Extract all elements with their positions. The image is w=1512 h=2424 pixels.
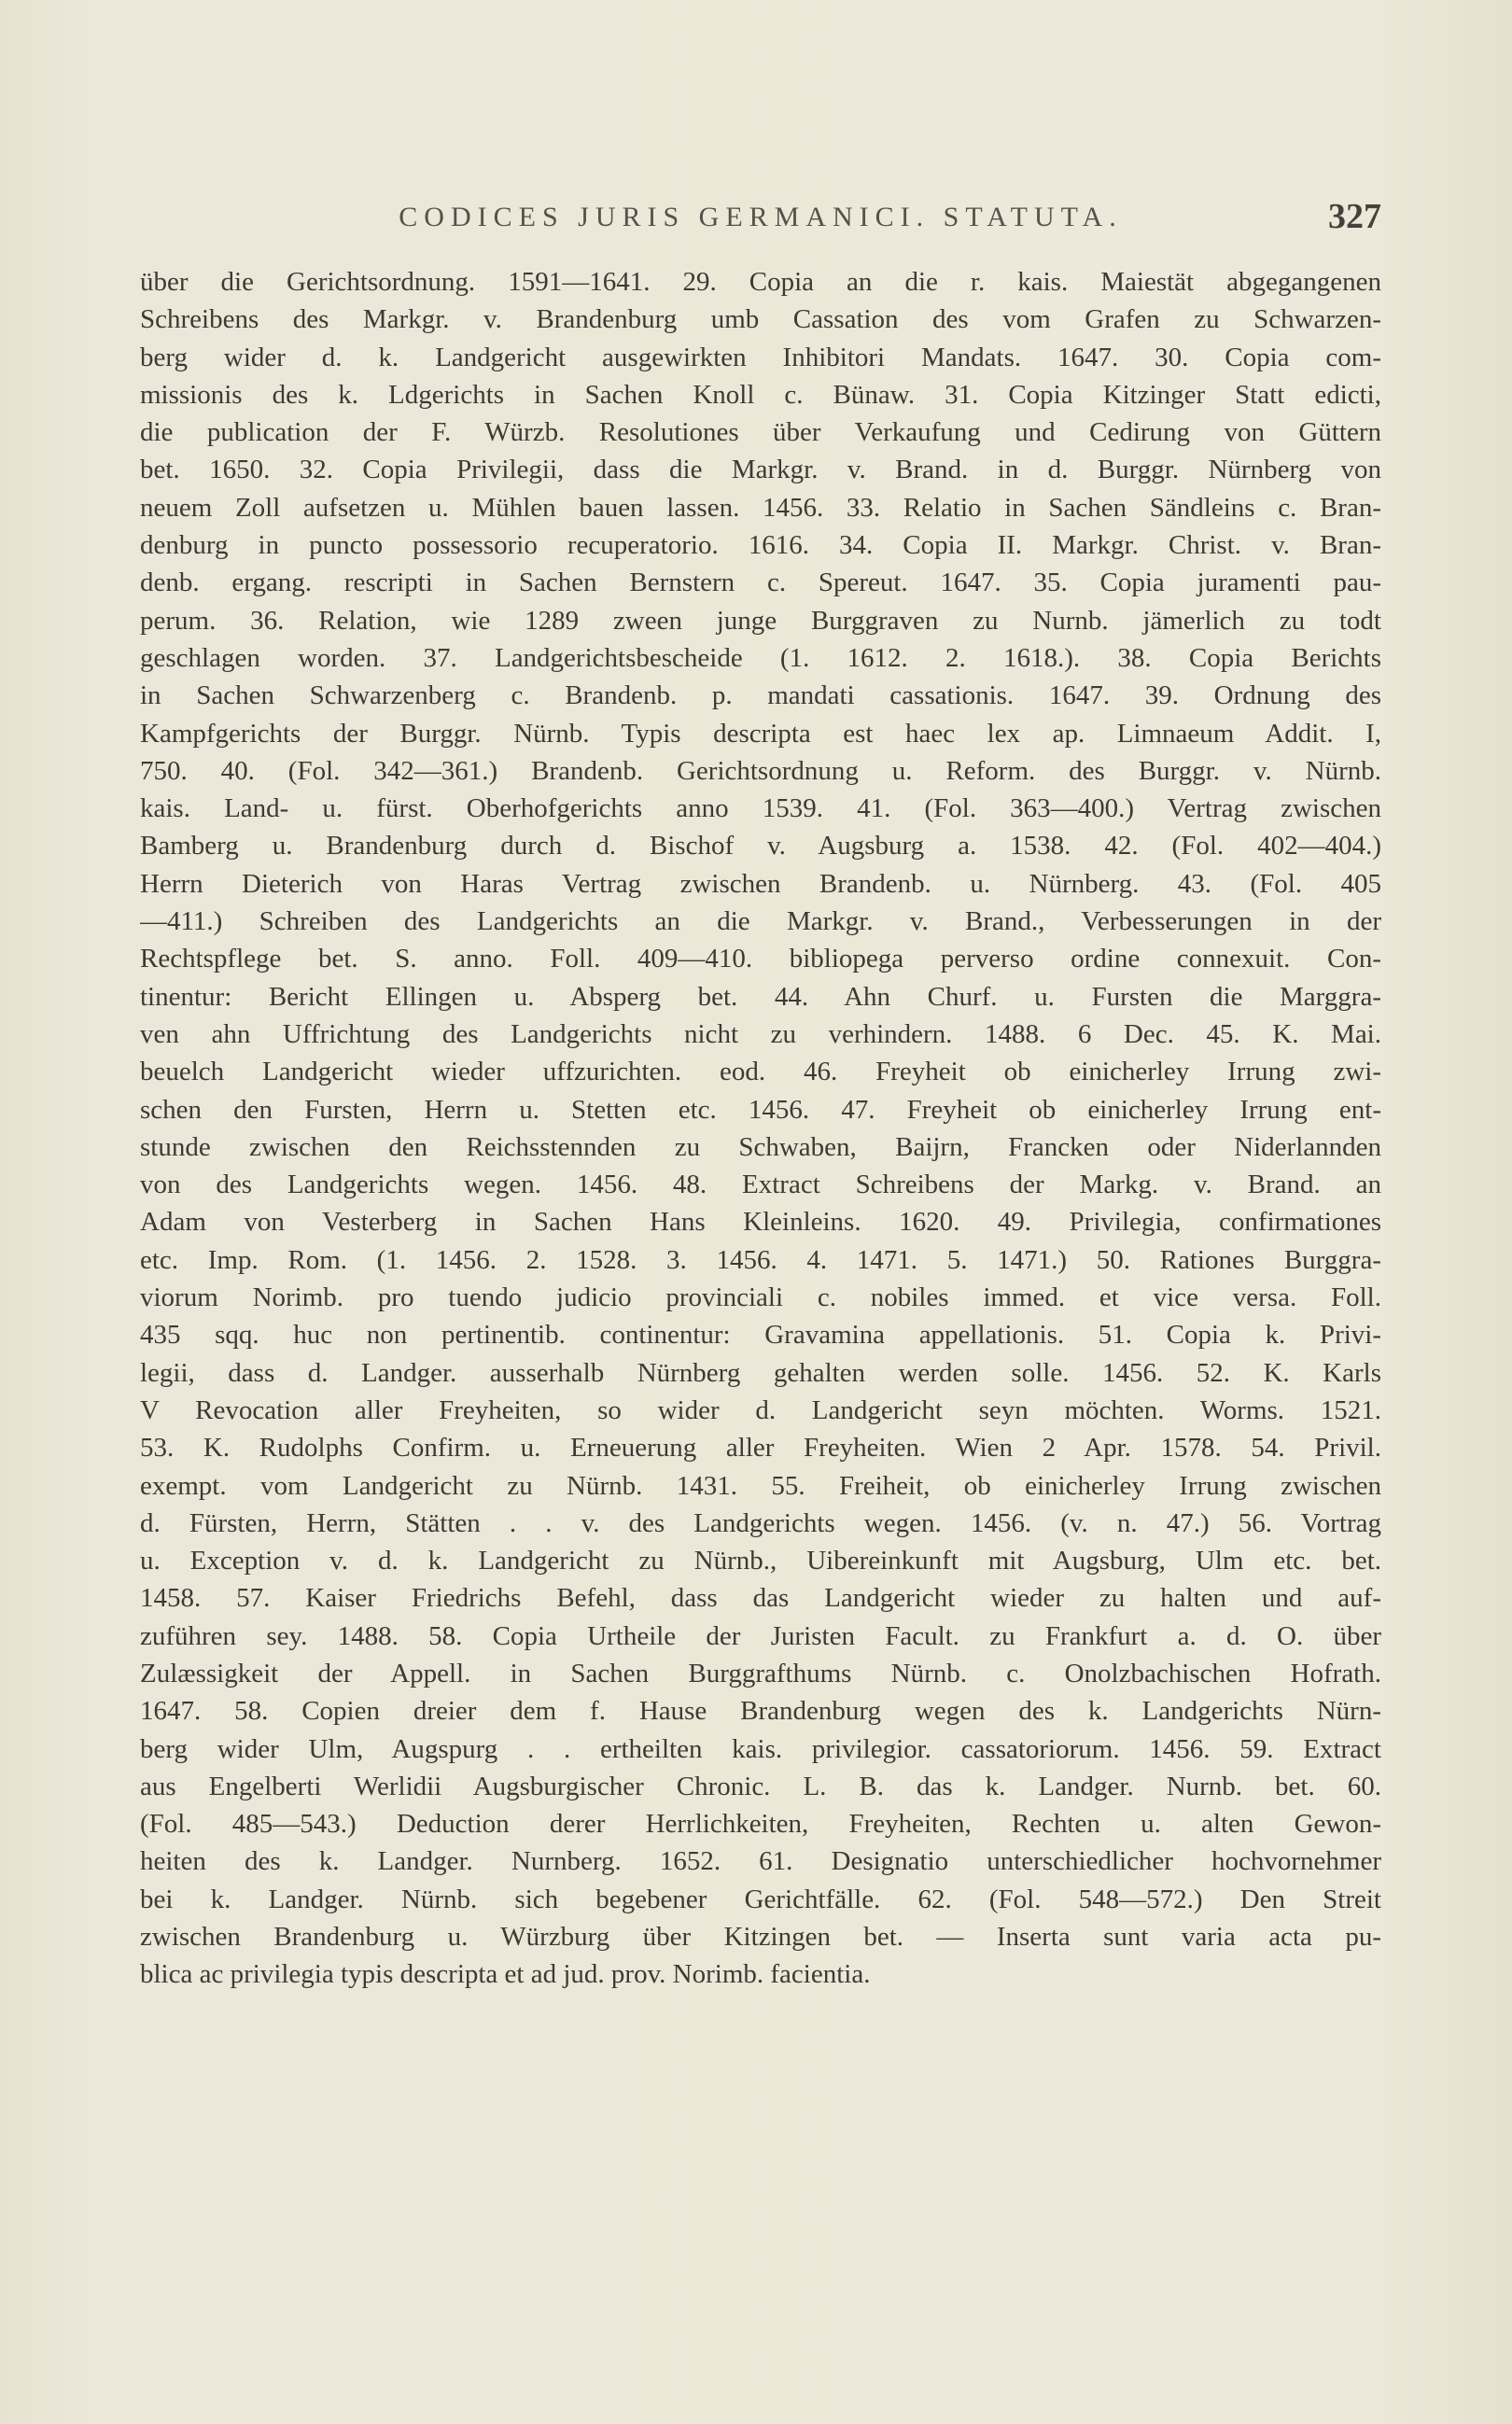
text-line: blica ac privilegia typis descripta et ad jud. prov. Norimb. facientia. [140,1959,871,1990]
text-line: ven ahn Uffrichtung des Landgerichts nicht zu verhindern. 1488. 6 Dec. 45. K. Mai. [140,1018,1381,1049]
text-line: —411.) Schreiben des Landgerichts an die Markgr. v. Brand., Verbesserungen in der [140,906,1381,937]
text-line: 1647. 58. Copien dreier dem f. Hause Brandenburg wegen des k. Landgerichts Nürn- [140,1696,1381,1727]
text-line: kais. Land- u. fürst. Oberhofgerichts anno 1539. 41. (Fol. 363—400.) Vertrag zwischen [140,793,1381,824]
text-line: heiten des k. Landger. Nurnberg. 1652. 61. Designatio unterschiedlicher hochvornehmer [140,1846,1381,1877]
text-line: von des Landgerichts wegen. 1456. 48. Extract Schreibens der Markg. v. Brand. an [140,1170,1381,1200]
text-line: schen den Fursten, Herrn u. Stetten etc. 1456. 47. Freyheit ob einicherley Irrung ent- [140,1094,1381,1125]
text-line: exempt. vom Landgericht zu Nürnb. 1431. 55. Freiheit, ob einicherley Irrung zwischen [140,1470,1381,1501]
text-line: 1458. 57. Kaiser Friedrichs Befehl, dass das Landgericht wieder zu halten und auf- [140,1583,1381,1614]
text-line: viorum Norimb. pro tuendo judicio provinciali c. nobiles immed. et vice versa. Foll. [140,1282,1381,1313]
text-line: d. Fürsten, Herrn, Stätten . . v. des Landgerichts wegen. 1456. (v. n. 47.) 56. Vortrag [140,1507,1381,1538]
catalog-entry-text [140,263,1381,2055]
text-line: denburg in puncto possessorio recuperatorio. 1616. 34. Copia II. Markgr. Christ. v. Bran- [140,530,1381,561]
text-line: denb. ergang. rescripti in Sachen Bernstern c. Spereut. 1647. 35. Copia juramenti pau- [140,567,1381,598]
text-line: 53. K. Rudolphs Confirm. u. Erneuerung aller Freyheiten. Wien 2 Apr. 1578. 54. Privil. [140,1433,1381,1464]
text-line: geschlagen worden. 37. Landgerichtsbescheide (1. 1612. 2. 1618.). 38. Copia Berichts [140,642,1381,673]
text-line: 435 sqq. huc non pertinentib. continentur: Gravamina appellationis. 51. Copia k. Privi- [140,1320,1381,1351]
text-line: zuführen sey. 1488. 58. Copia Urtheile der Juristen Facult. zu Frankfurt a. d. O. über [140,1620,1381,1651]
running-head [140,196,1381,252]
text-line: legii, dass d. Landger. ausserhalb Nürnberg gehalten werden solle. 1456. 52. K. Karls [140,1357,1381,1388]
text-line: missionis des k. Ldgerichts in Sachen Knoll c. Bünaw. 31. Copia Kitzinger Statt edicti, [140,379,1381,410]
text-line: Zulæssigkeit der Appell. in Sachen Burggrafthums Nürnb. c. Onolzbachischen Hofrath. [140,1658,1381,1688]
text-line: u. Exception v. d. k. Landgericht zu Nürnb., Uibereinkunft mit Augsburg, Ulm etc. bet. [140,1546,1381,1576]
text-line: aus Engelberti Werlidii Augsburgischer Chronic. L. B. das k. Landger. Nurnb. bet. 60. [140,1771,1381,1801]
text-line: (Fol. 485—543.) Deduction derer Herrlichkeiten, Freyheiten, Rechten u. alten Gewon- [140,1809,1381,1840]
text-line: die publication der F. Würzb. Resolutiones über Verkaufung und Cedirung von Güttern [140,417,1381,448]
text-line: stunde zwischen den Reichsstennden zu Schwaben, Baijrn, Francken oder Niderlannden [140,1131,1381,1162]
text-line: neuem Zoll aufsetzen u. Mühlen bauen lassen. 1456. 33. Relatio in Sachen Sändleins c. Bran- [140,492,1381,523]
text-line: Herrn Dieterich von Haras Vertrag zwischen Brandenb. u. Nürnberg. 43. (Fol. 405 [140,868,1381,899]
text-line: tinentur: Bericht Ellingen u. Absperg bet. 44. Ahn Churf. u. Fursten die Marggra- [140,981,1381,1012]
text-line: in Sachen Schwarzenberg c. Brandenb. p. mandati cassationis. 1647. 39. Ordnung des [140,680,1381,711]
text-line: über die Gerichtsordnung. 1591—1641. 29. Copia an die r. kais. Maiestät abgegangenen [140,267,1381,297]
text-line: Adam von Vesterberg in Sachen Hans Kleinleins. 1620. 49. Privilegia, confirmationes [140,1207,1381,1238]
page-number: 327 [1328,197,1381,236]
text-line: perum. 36. Relation, wie 1289 zween junge Burggraven zu Nurnb. jämerlich zu todt [140,605,1381,636]
text-line: zwischen Brandenburg u. Würzburg über Kitzingen bet. — Inserta sunt varia acta pu- [140,1922,1381,1953]
text-line: berg wider Ulm, Augspurg . . ertheilten kais. privilegior. cassatoriorum. 1456. 59. Extract [140,1733,1381,1764]
text-line: Schreibens des Markgr. v. Brandenburg umb Cassation des vom Grafen zu Schwarzen- [140,304,1381,335]
text-line: bet. 1650. 32. Copia Privilegii, dass die Markgr. v. Brand. in d. Burggr. Nürnberg von [140,455,1381,485]
text-line: bei k. Landger. Nürnb. sich begebener Gerichtfälle. 62. (Fol. 548—572.) Den Streit [140,1884,1381,1914]
text-line: Bamberg u. Brandenburg durch d. Bischof v. Augsburg a. 1538. 42. (Fol. 402—404.) [140,831,1381,862]
text-line: 750. 40. (Fol. 342—361.) Brandenb. Gerichtsordnung u. Reform. des Burggr. v. Nürnb. [140,755,1381,786]
running-title: CODICES JURIS GERMANICI. STATUTA. [399,202,1123,232]
text-line: etc. Imp. Rom. (1. 1456. 2. 1528. 3. 1456. 4. 1471. 5. 1471.) 50. Rationes Burggra- [140,1244,1381,1275]
text-line: beuelch Landgericht wieder uffzurichten. eod. 46. Freyheit ob einicherley Irrung zwi- [140,1057,1381,1087]
text-line: Kampfgerichts der Burggr. Nürnb. Typis descripta est haec lex ap. Limnaeum Addit. I, [140,718,1381,749]
text-line: berg wider d. k. Landgericht ausgewirkten Inhibitori Mandats. 1647. 30. Copia com- [140,342,1381,372]
text-line: V Revocation aller Freyheiten, so wider d. Landgericht seyn möchten. Worms. 1521. [140,1394,1381,1425]
text-line: Rechtspflege bet. S. anno. Foll. 409—410. bibliopega perverso ordine connexuit. Con- [140,944,1381,974]
